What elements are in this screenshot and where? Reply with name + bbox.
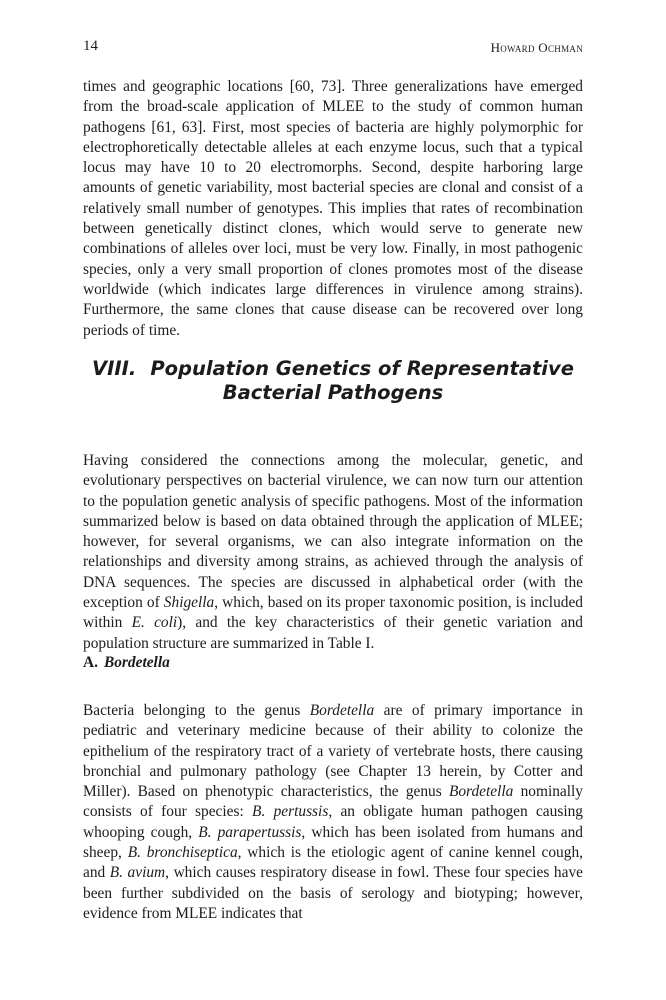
text-run: ), and the key characteristics of their genetic variation and population structure are summarized in Table I.	[83, 614, 583, 652]
subsection-letter: A.	[83, 654, 98, 671]
running-head-author: Howard Ochman	[490, 40, 583, 55]
italic-taxon: B. parapertussis	[198, 823, 302, 841]
italic-taxon: E. coli	[131, 614, 178, 632]
section-title-line-1: Population Genetics of Representative	[150, 357, 574, 380]
text-run: are of primary importance in pediatric and veterinary medicine because of their ability to colonize the epithelium of the respiratory tract of a variety of vertebrate hosts, there causing bronchial and pulmonary pathology (see Chapter 13 herein, by Cotter and Miller). Based on phenotypic characteristics, the genus	[83, 702, 583, 801]
section-title-line-2: Bacterial Pathogens	[222, 381, 444, 404]
section-heading-viii	[83, 357, 583, 405]
italic-taxon: Bordetella	[309, 702, 375, 719]
italic-taxon: B. pertussis	[252, 803, 329, 821]
text-run: , which causes respiratory disease in fowl. These four species have been further subdivided on the basis of serology and biotyping; however, evidence from MLEE indicates that	[83, 864, 583, 922]
text-run: Having considered the connections among the molecular, genetic, and evolutionary perspectives on bacterial virulence, we can now turn our attention to the population genetic analysis of specific pathogens. Most of the information summarized below is based on data obtained through the application of MLEE; however, for several organisms, we can also integrate information on the relationships and diversity among strains, as achieved through the analysis of DNA sequences. The species are discussed in alphabetical order (with the exception of	[83, 452, 583, 612]
text-run: Bacteria belonging to the genus	[83, 702, 310, 719]
paragraph-mlee-generalizations: times and geographic locations [60, 73]. Three generalizations have emerged from the broad-scale application of MLEE to the study of common human pathogens [61, 63]. First, most species of bacteria are highly polymorphic for electrophoretically detectable alleles at each enzyme locus, such that a typical locus may have 10 to 20 electromorphs. Second, despite harboring large amounts of genetic variability, most bacterial species are clonal and consist of a relatively small number of genotypes. This implies that rates of recombination between genetically distinct clones, which would serve to generate new combinations of alleles over loci, must be very low. Finally, in most pathogenic species, only a very small proportion of clones promotes most of the disease worldwide (which indicates large differences in virulence among strains). Furthermore, the same clones that cause disease can be recovered over long periods of time.	[83, 78, 583, 339]
italic-taxon: B. bronchiseptica	[127, 844, 238, 862]
page-number: 14	[83, 38, 98, 54]
text-run: , which, based on its proper taxonomic position, is included within	[83, 594, 583, 632]
paragraph-bordetella	[83, 701, 583, 924]
text-run: , which is the etiologic agent of canine kennel cough, and	[83, 844, 583, 882]
text-run: nominally consists of four species:	[83, 783, 583, 821]
text-run: , which has been isolated from humans and sheep,	[83, 823, 584, 862]
subsection-title: Bordetella	[103, 654, 170, 671]
italic-taxon: Bordetella	[448, 783, 514, 801]
running-header	[83, 38, 583, 58]
section-number: VIII.	[92, 357, 137, 380]
italic-taxon: B. avium	[109, 864, 166, 882]
subsection-heading-bordetella	[83, 654, 170, 672]
text-run: , an obligate human pathogen causing whooping cough,	[83, 803, 583, 841]
paragraph-population-genetics-intro	[83, 451, 583, 654]
italic-taxon: Shigella	[163, 594, 215, 612]
